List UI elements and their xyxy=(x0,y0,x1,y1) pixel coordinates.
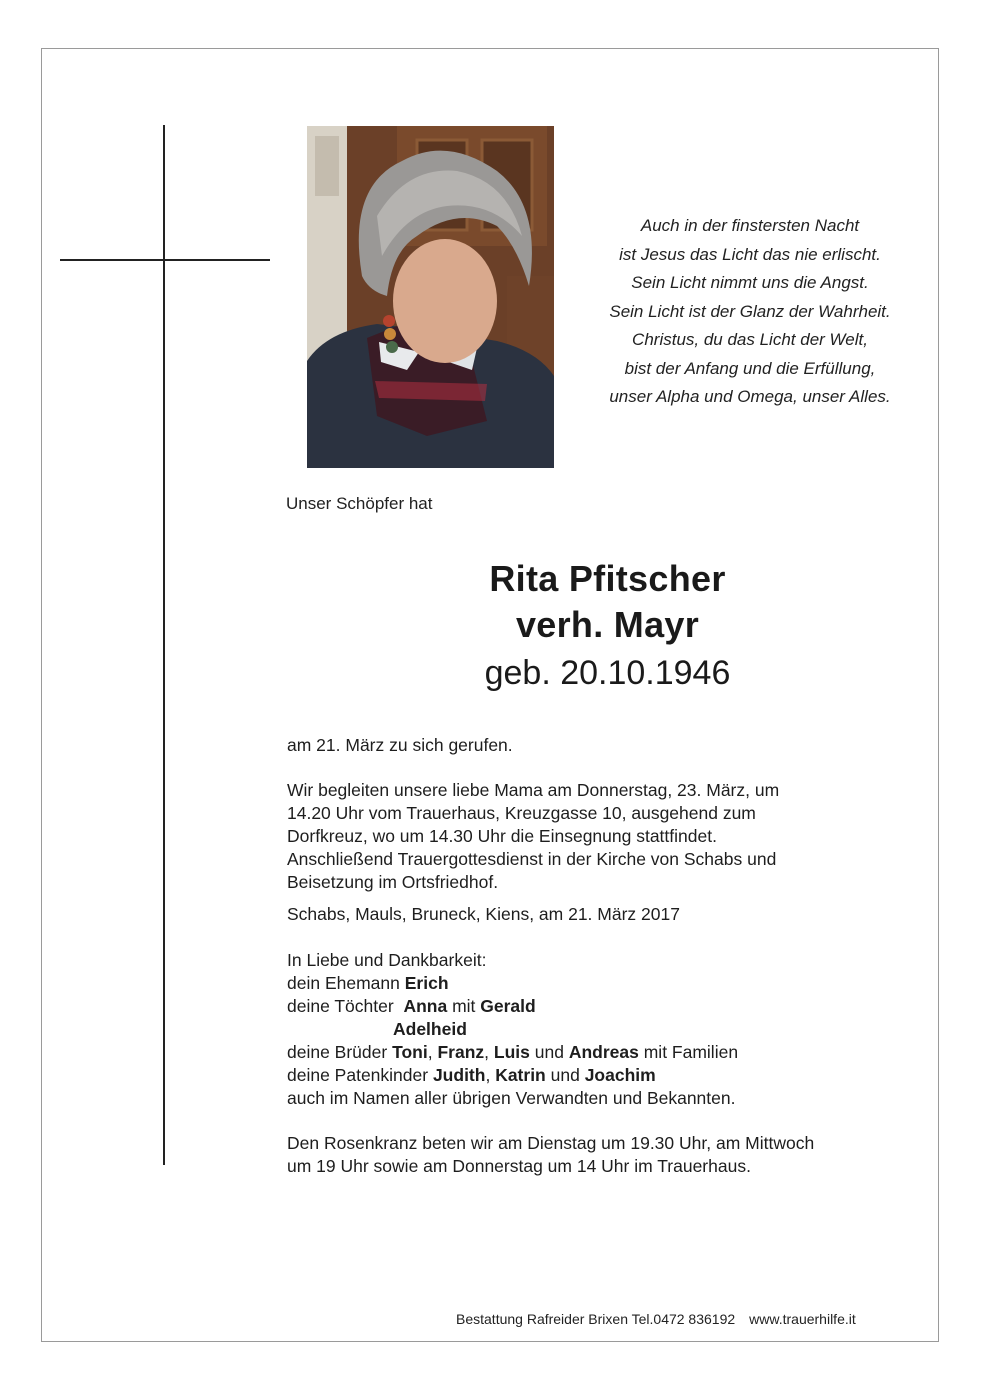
poem-line: bist der Anfang und die Erfüllung, xyxy=(624,358,876,378)
family-daughters-line: deine Töchter Anna mit Gerald xyxy=(287,996,536,1016)
funeral-line: Anschließend Trauergottesdienst in der Kirche von Schabs und xyxy=(287,849,777,869)
rosary-line: Den Rosenkranz beten wir am Dienstag um 19.30 Uhr, am Mittwoch xyxy=(287,1133,815,1153)
poem-line: Christus, du das Licht der Welt, xyxy=(632,330,868,349)
cross-vertical-bar xyxy=(163,125,165,1165)
deceased-name-block xyxy=(380,556,835,696)
place-date: Schabs, Mauls, Bruneck, Kiens, am 21. März 2017 xyxy=(287,904,680,924)
funeral-line: 14.20 Uhr vom Trauerhaus, Kreuzgasse 10, ausgehend zum xyxy=(287,803,756,823)
deceased-name: Rita Pfitscher xyxy=(489,558,726,599)
rosary-line: um 19 Uhr sowie am Donnerstag um 14 Uhr im Trauerhaus. xyxy=(287,1156,751,1176)
poem-line: Sein Licht ist der Glanz der Wahrheit. xyxy=(609,301,891,321)
husband-name: Erich xyxy=(404,973,449,993)
website-link[interactable]: www.trauerhilfe.it xyxy=(749,1311,856,1327)
poem-line: Auch in der finstersten Nacht xyxy=(640,216,860,235)
family-brothers-line: deine Brüder Toni, Franz, Luis und Andreas mit Familien xyxy=(287,1042,739,1062)
birth-date: geb. 20.10.1946 xyxy=(484,654,731,692)
married-name: verh. Mayr xyxy=(515,604,700,645)
family-heading: In Liebe und Dankbarkeit: xyxy=(287,950,487,970)
family-list xyxy=(287,949,887,1110)
family-godchildren-line: deine Patenkinder Judith, Katrin und Joachim xyxy=(287,1065,656,1085)
family-husband-line: dein Ehemann Erich xyxy=(287,973,449,993)
poem-line: ist Jesus das Licht das nie erlischt. xyxy=(619,244,881,264)
portrait-photo xyxy=(307,126,554,468)
poem-line: unser Alpha und Omega, unser Alles. xyxy=(609,387,891,406)
family-closing: auch im Namen aller übrigen Verwandten und Bekannten. xyxy=(287,1088,736,1108)
undertaker-info: Bestattung Rafreider Brixen Tel.0472 836192 xyxy=(456,1311,736,1327)
poem xyxy=(572,212,928,412)
funeral-line: Beisetzung im Ortsfriedhof. xyxy=(287,872,499,892)
poem-line: Sein Licht nimmt uns die Angst. xyxy=(631,273,869,292)
footer xyxy=(456,1311,856,1327)
funeral-paragraph xyxy=(287,779,887,894)
cross-horizontal-bar xyxy=(60,259,270,261)
called-text: am 21. März zu sich gerufen. xyxy=(287,735,513,755)
family-daughter2-line: Adelheid xyxy=(393,1019,467,1039)
intro-text: Unser Schöpfer hat xyxy=(286,494,433,513)
rosary-paragraph xyxy=(287,1132,887,1178)
funeral-line: Wir begleiten unsere liebe Mama am Donnerstag, 23. März, um xyxy=(287,780,780,800)
funeral-line: Dorfkreuz, wo um 14.30 Uhr die Einsegnung stattfindet. xyxy=(287,826,717,846)
